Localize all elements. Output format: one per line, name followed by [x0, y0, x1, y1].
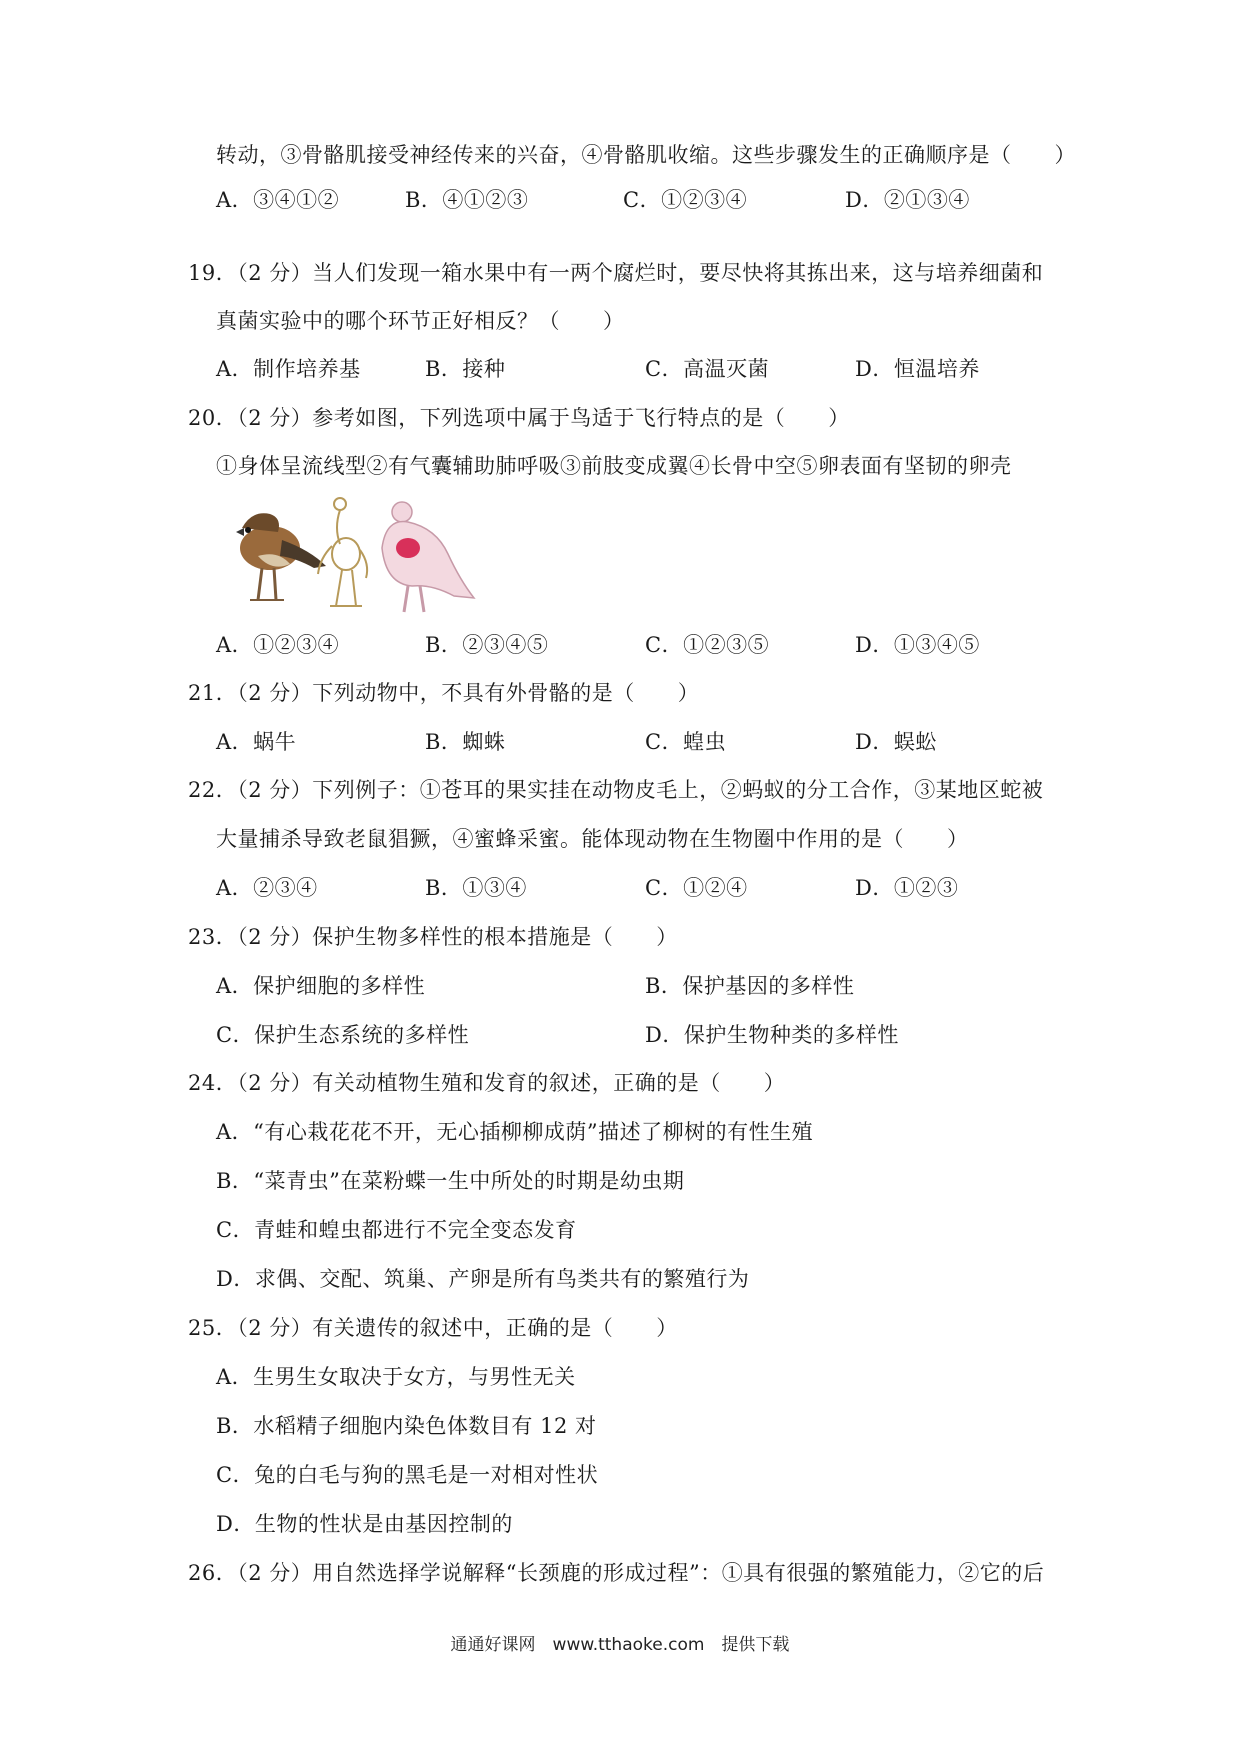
q25-option-b: B．水稻精子细胞内染色体数目有 12 对	[216, 1414, 597, 1438]
q22-option-a: A．②③④	[216, 876, 318, 900]
q19-option-d: D．恒温培养	[855, 357, 980, 381]
q20-option-a: A．①②③④	[216, 633, 340, 657]
question-20-continuation: ①身体呈流线型②有气囊辅助肺呼吸③前肢变成翼④长骨中空⑤卵表面有坚韧的卵壳	[216, 454, 1012, 478]
question-19-stem: 19．（2 分）当人们发现一箱水果中有一两个腐烂时，要尽快将其拣出来，这与培养细菌和	[188, 261, 1044, 285]
question-22-continuation: 大量捕杀导致老鼠猖獗，④蜜蜂采蜜。能体现动物在生物圈中作用的是（ ）	[216, 827, 969, 851]
q20-option-c: C．①②③⑤	[645, 633, 770, 657]
q21-option-a: A．蜗牛	[216, 730, 297, 754]
question-18-continuation: 转动，③骨骼肌接受神经传来的兴奋，④骨骼肌收缩。这些步骤发生的正确顺序是（ ）	[216, 143, 1076, 167]
q23-option-d: D．保护生物种类的多样性	[645, 1023, 899, 1047]
q23-option-b: B．保护基因的多样性	[645, 974, 855, 998]
page-footer: 通通好课网 www.tthaoke.com 提供下载	[450, 1635, 790, 1655]
q22-option-c: C．①②④	[645, 876, 748, 900]
q20-option-d: D．①③④⑤	[855, 633, 980, 657]
sparrow-figure	[236, 513, 326, 600]
q24-option-d: D．求偶、交配、筑巢、产卵是所有鸟类共有的繁殖行为	[216, 1267, 750, 1291]
q25-option-d: D．生物的性状是由基因控制的	[216, 1512, 513, 1536]
q18-option-c: C．①②③④	[623, 188, 748, 212]
q25-option-a: A．生男生女取决于女方，与男性无关	[216, 1365, 576, 1389]
question-26-stem: 26．（2 分）用自然选择学说解释“长颈鹿的形成过程”：①具有很强的繁殖能力，②它的后	[188, 1561, 1045, 1585]
q19-option-b: B．接种	[425, 357, 506, 381]
bird-skeleton-figure	[318, 498, 367, 606]
q24-option-b: B．“菜青虫”在菜粉蝶一生中所处的时期是幼虫期	[216, 1169, 685, 1193]
q21-option-d: D．蜈蚣	[855, 730, 937, 754]
q24-option-c: C．青蛙和蝗虫都进行不完全变态发育	[216, 1218, 577, 1242]
question-22-stem: 22．（2 分）下列例子：①苍耳的果实挂在动物皮毛上，②蚂蚁的分工合作，③某地区蛇被	[188, 778, 1044, 802]
bird-anatomy-figure	[382, 502, 474, 612]
q20-option-b: B．②③④⑤	[425, 633, 549, 657]
q22-option-d: D．①②③	[855, 876, 959, 900]
bird-illustration	[222, 488, 484, 620]
q23-option-c: C．保护生态系统的多样性	[216, 1023, 470, 1047]
q21-option-c: C．蝗虫	[645, 730, 727, 754]
q25-option-c: C．兔的白毛与狗的黑毛是一对相对性状	[216, 1463, 599, 1487]
q19-option-c: C．高温灭菌	[645, 357, 770, 381]
question-20-stem: 20．（2 分）参考如图，下列选项中属于鸟适于飞行特点的是（ ）	[188, 406, 850, 430]
q24-option-a: A．“有心栽花花不开，无心插柳柳成荫”描述了柳树的有性生殖	[216, 1120, 814, 1144]
question-24-stem: 24．（2 分）有关动植物生殖和发育的叙述，正确的是（ ）	[188, 1071, 786, 1095]
q19-option-a: A．制作培养基	[216, 357, 361, 381]
question-21-stem: 21．（2 分）下列动物中，不具有外骨骼的是（ ）	[188, 681, 700, 705]
q18-option-d: D．②①③④	[845, 188, 970, 212]
question-23-stem: 23．（2 分）保护生物多样性的根本措施是（ ）	[188, 925, 678, 949]
q21-option-b: B．蜘蛛	[425, 730, 506, 754]
question-25-stem: 25．（2 分）有关遗传的叙述中，正确的是（ ）	[188, 1316, 678, 1340]
question-19-continuation: 真菌实验中的哪个环节正好相反？（ ）	[216, 309, 625, 333]
q18-option-a: A．③④①②	[216, 188, 340, 212]
q23-option-a: A．保护细胞的多样性	[216, 974, 426, 998]
q18-option-b: B．④①②③	[405, 188, 529, 212]
q22-option-b: B．①③④	[425, 876, 527, 900]
